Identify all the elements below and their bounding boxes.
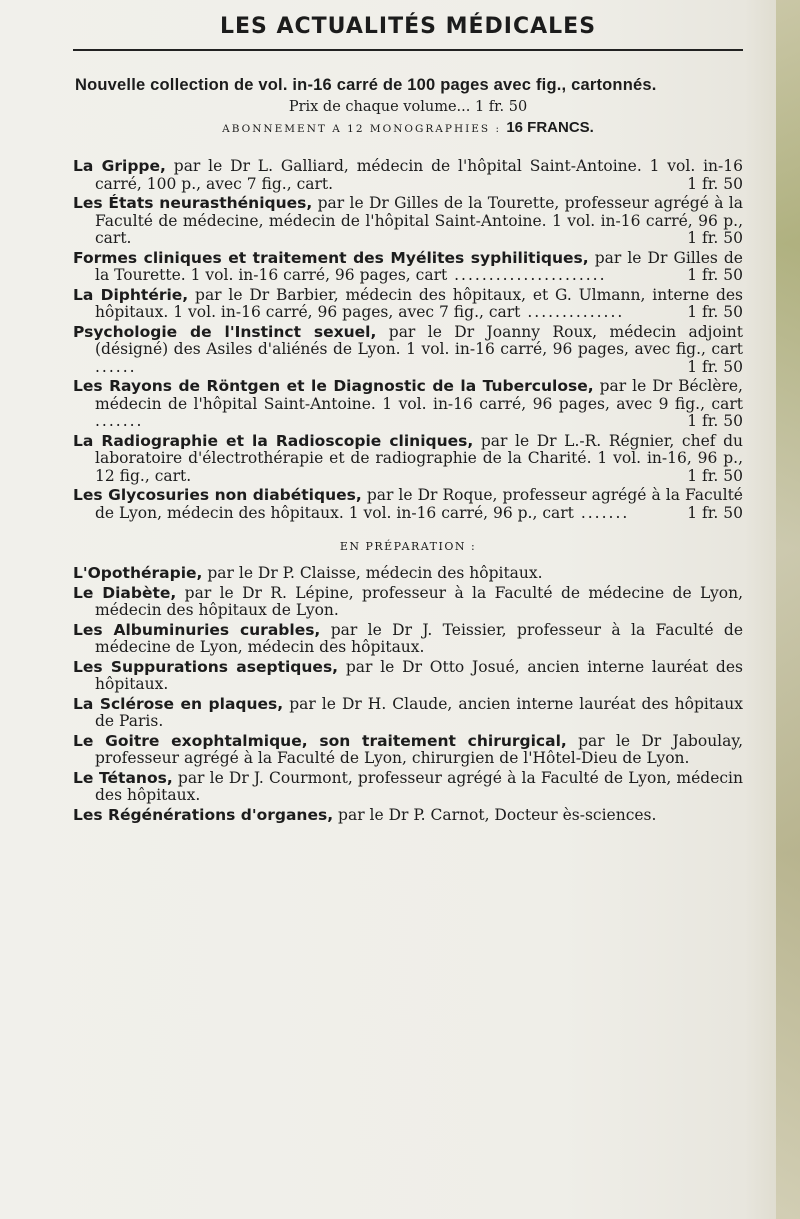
list-item [73, 250, 743, 285]
in-preparation-list [73, 565, 743, 824]
entry-title: Formes cliniques et traitement des Myélites syphilitiques, [73, 248, 589, 267]
entry-title: Psychologie de l'Instinct sexuel, [73, 322, 377, 341]
list-item [73, 287, 743, 322]
list-item [73, 807, 743, 825]
list-item [73, 696, 743, 731]
page-header: LES ACTUALITÉS MÉDICALES [219, 14, 597, 39]
entry-price: 1 fr. 50 [687, 412, 743, 430]
entry-price: 1 fr. 50 [687, 303, 743, 321]
entry-title: La Grippe, [73, 157, 166, 175]
list-item [73, 195, 743, 248]
entry-title: Les Rayons de Röntgen et le Diagnostic de la Tuberculose, [73, 377, 594, 395]
leader-dots: ....... [95, 412, 144, 430]
entry-title: Les Glycosuries non diabétiques, [73, 486, 362, 504]
entry-title: Le Goitre exophtalmique, son traitement chirurgical, [73, 731, 567, 750]
list-item [73, 733, 743, 768]
published-list [73, 158, 743, 522]
header-rule [73, 49, 743, 51]
entry-text: par le Dr Roque, professeur agrégé à la Faculté de Lyon, médecin des hôpitaux. 1 vol. in-16 carré, 96 p., cart [95, 486, 743, 522]
entry-text: par le Dr Joanny Roux, médecin adjoint (désigné) des Asiles d'aliénés de Lyon. 1 vol. in-16 carré, 96 pages, avec fig., cart [95, 322, 743, 358]
entry-title: La Diphtérie, [73, 285, 189, 304]
entry-text: par le Dr R. Lépine, professeur à la Faculté de médecine de Lyon, médecin des hôpitaux de Lyon. [95, 583, 744, 619]
subscription-price: 16 FRANCS. [506, 119, 594, 136]
leader-dots: ....... [573, 503, 630, 522]
leader-dots: ...................... [447, 266, 607, 284]
list-item [73, 565, 743, 583]
list-item [73, 659, 743, 694]
entry-price: 1 fr. 50 [687, 357, 743, 376]
entry-price: 1 fr. 50 [687, 503, 743, 522]
entry-title: Le Diabète, [73, 583, 177, 602]
entry-price: 1 fr. 50 [687, 229, 743, 247]
entry-text: par le Dr J. Teissier, professeur à la Faculté de médecine de Lyon, médecin des hôpitaux. [95, 620, 743, 656]
leader-dots: .............. [520, 303, 625, 321]
page-edge [776, 0, 800, 1219]
series-title: Nouvelle collection de vol. in-16 carré de 100 pages avec fig., cartonnés. [75, 76, 657, 94]
list-item [73, 585, 743, 620]
entry-title: Les Régénérations d'organes, [73, 805, 334, 824]
subscription-label: ABONNEMENT A 12 MONOGRAPHIES : [222, 123, 501, 135]
entry-text: par le Dr Barbier, médecin des hôpitaux, et G. Ulmann, interne des hôpitaux. 1 vol. in-16 carré, 96 pages, avec 7 fig., cart [95, 285, 743, 321]
content [73, 10, 743, 826]
list-item [73, 433, 743, 486]
entry-title: Les États neurasthéniques, [73, 194, 313, 212]
entry-text: par le Dr P. Carnot, Docteur ès-sciences. [338, 805, 657, 824]
subscription-line [73, 119, 743, 136]
entry-text: par le Dr Gilles de la Tourette. 1 vol. in-16 carré, 96 pages, cart [95, 248, 743, 284]
entry-title: La Sclérose en plaques, [73, 694, 284, 713]
entry-text: par le Dr L. Galliard, médecin de l'hôpital Saint-Antoine. 1 vol. in-16 carré, 100 p., avec 7 fig., cart. [95, 157, 743, 193]
entry-text: par le Dr H. Claude, ancien interne lauréat des hôpitaux de Paris. [95, 694, 744, 730]
entry-price: 1 fr. 50 [687, 466, 743, 485]
entry-text: par le Dr Gilles de la Tourette, professeur agrégé à la Faculté de médecine, médecin de l'hôpital Saint-Antoine. 1 vol. in-16 carré, 96 p., cart. [95, 194, 743, 247]
entry-price: 1 fr. 50 [687, 266, 743, 284]
list-item [73, 770, 743, 805]
list-item [73, 324, 743, 377]
entry-text: par le Dr P. Claisse, médecin des hôpitaux. [207, 564, 543, 582]
entry-title: Les Suppurations aseptiques, [73, 657, 339, 676]
entry-title: La Radiographie et la Radioscopie cliniques, [73, 431, 474, 450]
entry-title: Le Tétanos, [73, 768, 173, 787]
entry-title: L'Opothérapie, [73, 564, 203, 582]
list-item [73, 622, 743, 657]
list-item [73, 378, 743, 431]
entry-text: par le Dr J. Courmont, professeur agrégé à la Faculté de Lyon, médecin des hôpitaux. [95, 768, 743, 804]
list-item [73, 158, 743, 193]
entry-price: 1 fr. 50 [687, 174, 743, 193]
in-preparation-label: EN PRÉPARATION : [339, 540, 477, 553]
entry-text: par le Dr Jaboulay, professeur agrégé à la Faculté de Lyon, chirurgien de l'Hôtel-Dieu de Lyon. [95, 731, 743, 767]
entry-title: Les Albuminuries curables, [73, 620, 321, 639]
list-item [73, 487, 743, 522]
price-line: Prix de chaque volume... 1 fr. 50 [288, 99, 528, 115]
entry-text: par le Dr L.-R. Régnier, chef du laboratoire d'électrothérapie et de radiographie de la Charité. 1 vol. in-16, 96 p., 12 fig., cart. [95, 431, 743, 485]
leader-dots: ...... [95, 357, 137, 376]
entry-text: par le Dr Otto Josué, ancien interne lauréat des hôpitaux. [95, 657, 743, 693]
entry-text: par le Dr Béclère, médecin de l'hôpital Saint-Antoine. 1 vol. in-16 carré, 96 pages, avec 9 fig., cart [95, 377, 743, 413]
